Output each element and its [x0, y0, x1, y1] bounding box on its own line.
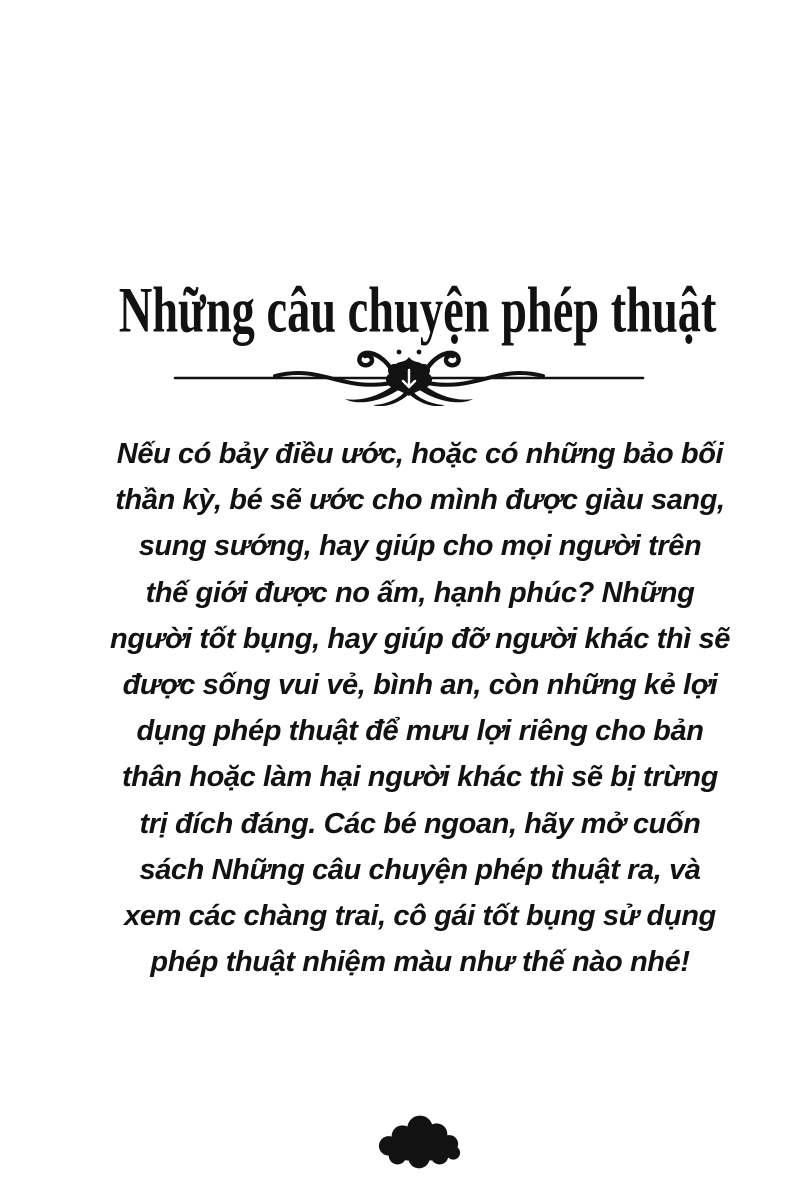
- intro-line: Nếu có bảy điều ước, hoặc có những bảo bối: [116, 438, 724, 470]
- cloud-ornament-icon: [376, 1112, 464, 1170]
- intro-line: trị đích đáng. Các bé ngoan, hãy mở cuốn: [139, 807, 701, 840]
- intro-line: được sống vui vẻ, bình an, còn những kẻ lợi: [122, 669, 718, 702]
- intro-line: người tốt bụng, hay giúp đỡ người khác thì sẽ: [110, 622, 730, 655]
- floral-divider-icon: [169, 348, 649, 406]
- page-title: Những câu chuyện phép thuật: [119, 273, 717, 346]
- intro-line: thân hoặc làm hại người khác thì sẽ bị trừng: [122, 761, 718, 794]
- intro-line: dụng phép thuật để mưu lợi riêng cho bản: [136, 715, 704, 748]
- intro-line: thần kỳ, bé sẽ ước cho mình được giàu sang,: [115, 484, 725, 517]
- title-block: [0, 272, 800, 346]
- intro-paragraph: [100, 431, 740, 985]
- intro-line: xem các chàng trai, cô gái tốt bụng sử dụng: [124, 900, 716, 933]
- intro-line: thế giới được no ấm, hạnh phúc? Những: [145, 576, 695, 609]
- intro-line: sách Những câu chuyện phép thuật ra, và: [139, 853, 701, 886]
- intro-line: sung sướng, hay giúp cho mọi người trên: [138, 530, 702, 563]
- intro-line: phép thuật nhiệm màu như thế nào nhé!: [150, 946, 690, 979]
